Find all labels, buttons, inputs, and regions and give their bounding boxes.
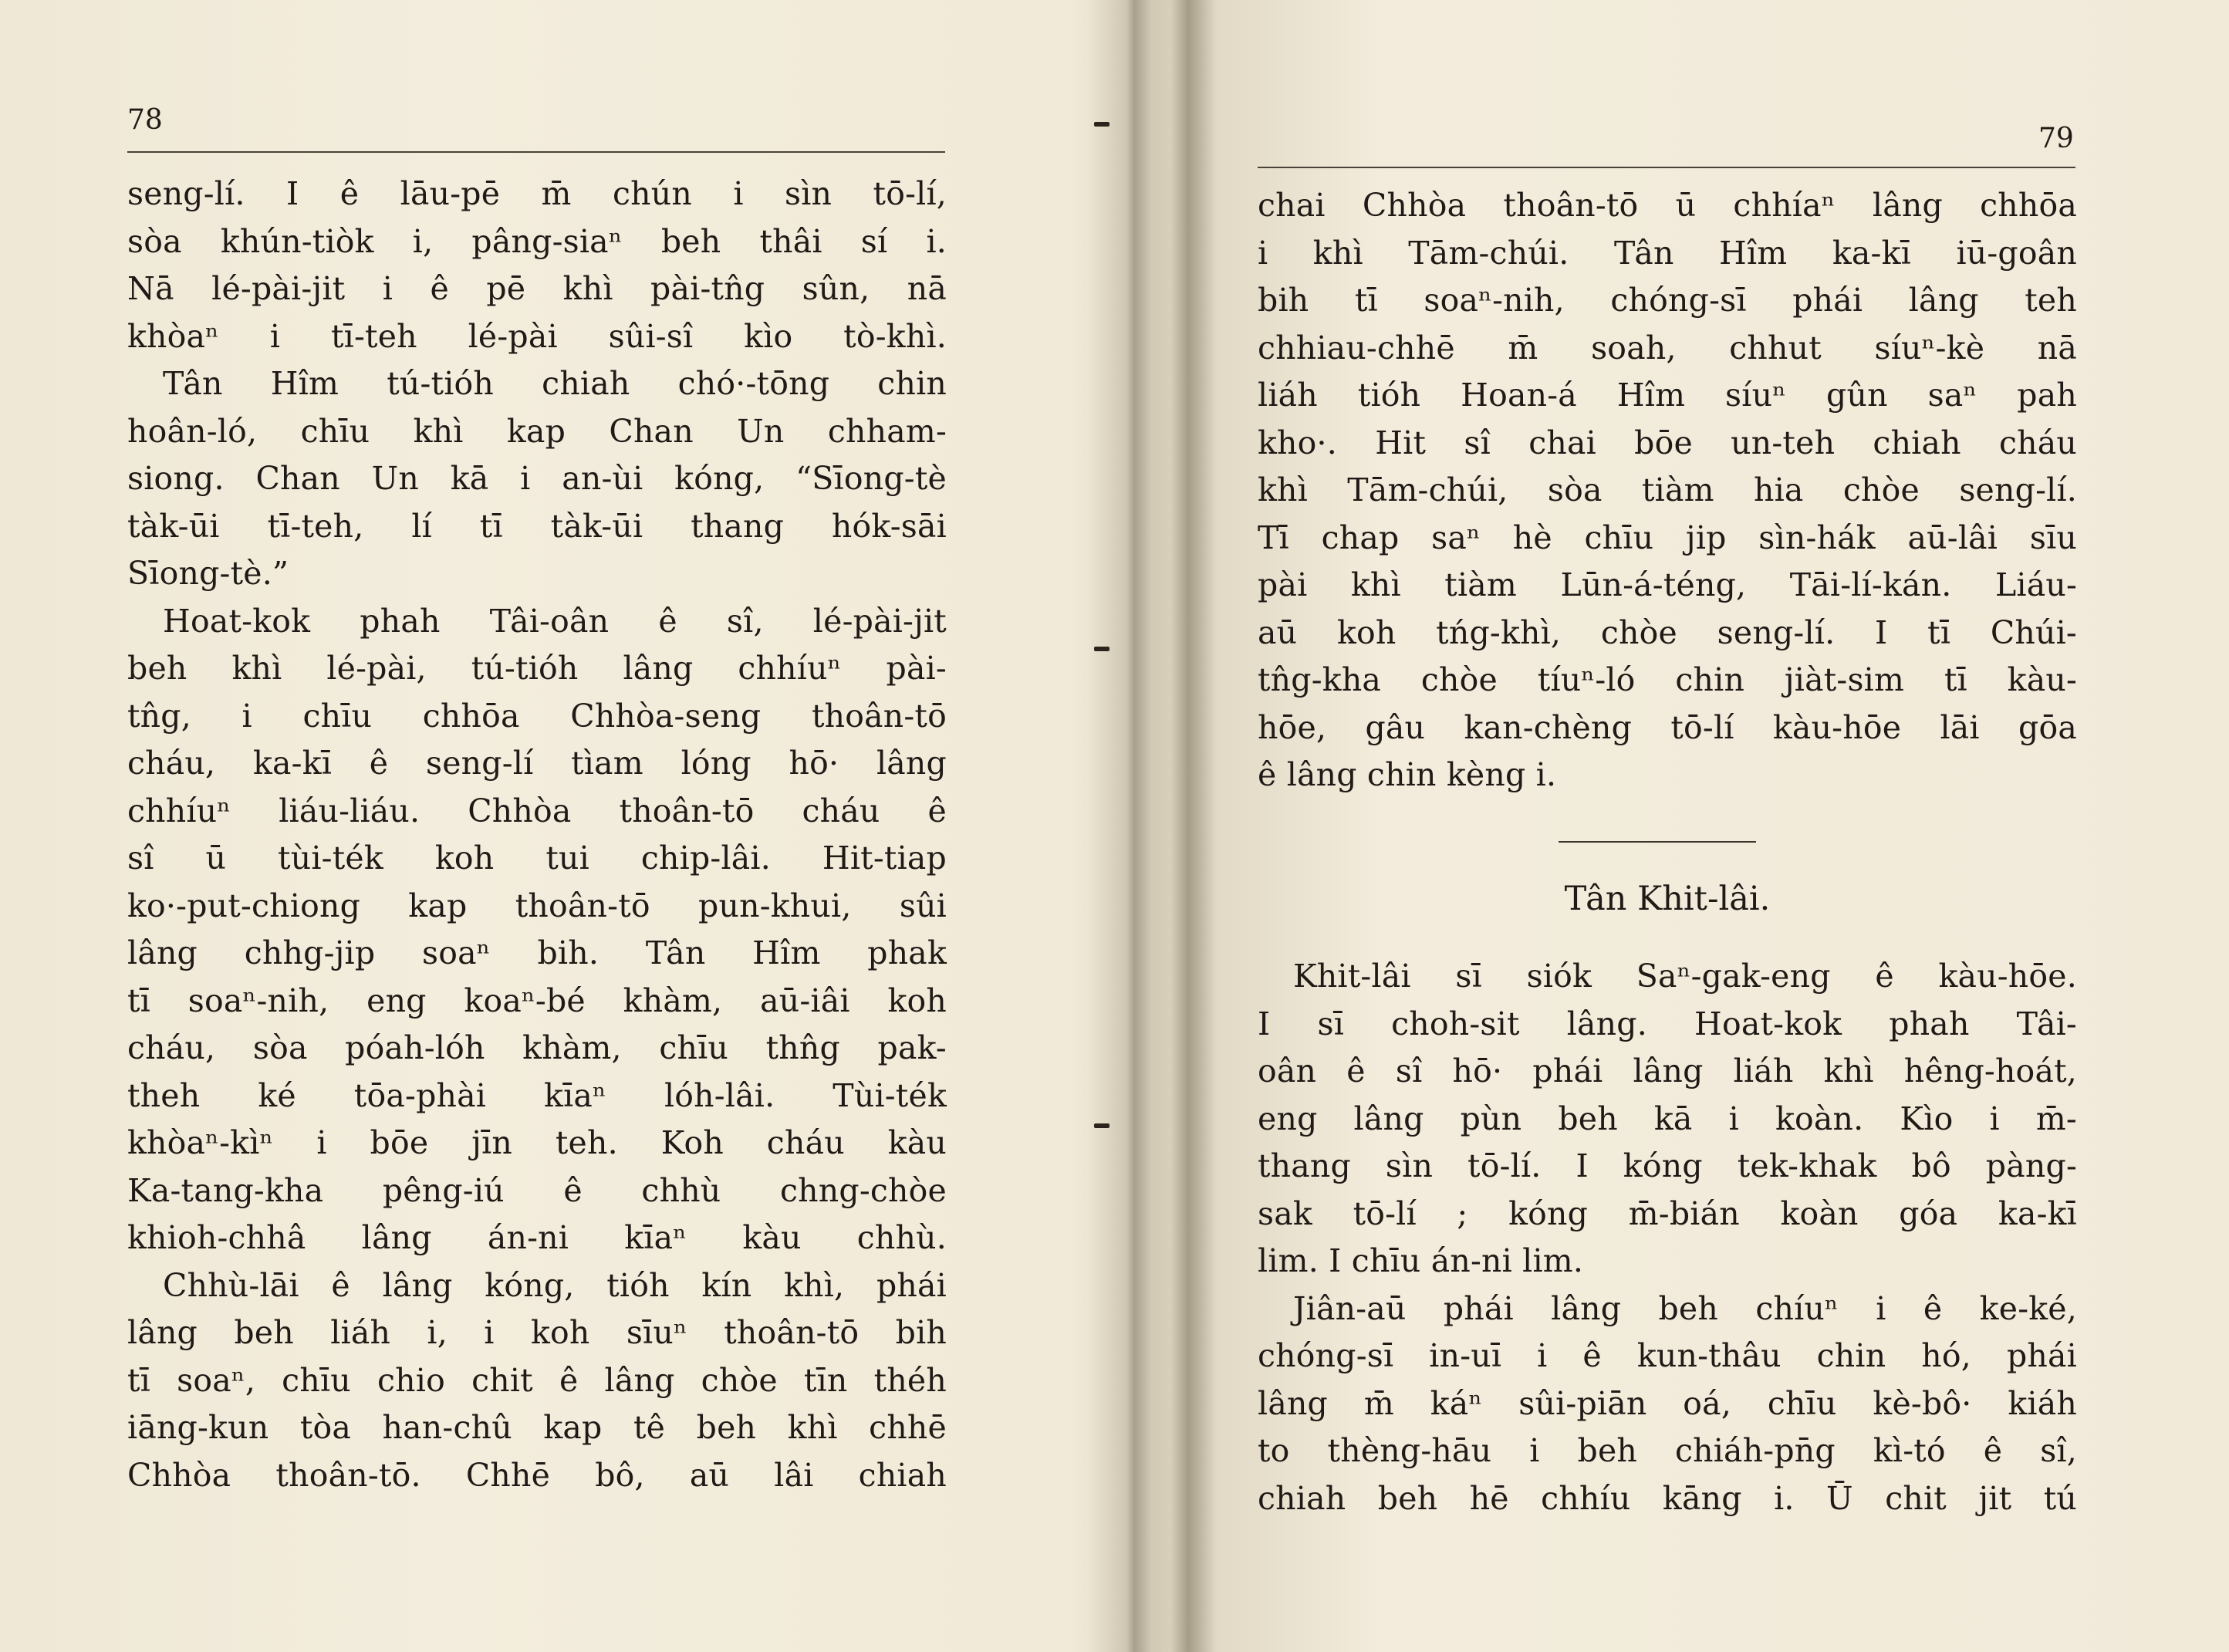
- text-line: chiah beh hē chhíu kāng i. Ū chit jit tú: [1258, 1479, 2077, 1517]
- text-line: sòa khún-tiòk i, pâng-siaⁿ beh thâi sí i.: [127, 222, 947, 260]
- text-line: sî ū tùi-ték koh tui chip-lâi. Hit-tiap: [127, 840, 947, 877]
- text-line: iāng-kun tòa han-chû kap tê beh khì chhē: [127, 1409, 947, 1446]
- text-line: bih tī soaⁿ-nih, chóng-sī phái lâng teh: [1258, 282, 2077, 319]
- text-line: Chhòa thoân-tō. Chhē bô, aū lâi chiah: [127, 1456, 947, 1494]
- right-page-text-bottom: [1258, 953, 2077, 1522]
- text-line: tàk-ūi tī-teh, lí tī tàk-ūi thang hók-sāi: [127, 507, 947, 545]
- text-line: Sīong-tè.”: [127, 555, 289, 592]
- text-line: Nā lé-pài-jit i ê pē khì pài-tn̂g sûn, nā: [127, 270, 947, 307]
- text-line: chai Chhòa thoân-tō ū chhíaⁿ lâng chhōa: [1258, 187, 2077, 224]
- text-line: chhíuⁿ liáu-liáu. Chhòa thoân-tō cháu ê: [127, 792, 947, 829]
- text-line: lim. I chīu án-ni lim.: [1258, 1242, 1584, 1279]
- text-line: ko·-put-chiong kap thoân-tō pun-khui, sûi: [127, 887, 947, 924]
- text-line: cháu, sòa póah-lóh khàm, chīu thn̂g pak-: [127, 1029, 947, 1066]
- text-line: siong. Chan Un kā i an-ùi kóng, “Sīong-tè: [127, 460, 947, 497]
- text-line: lâng m̄ káⁿ sûi-piān oá, chīu kè-bô· kiáh: [1258, 1384, 2077, 1422]
- left-page-text: [127, 171, 947, 1499]
- text-line: Ka-tang-kha pêng-iú ê chhù chng-chòe: [127, 1171, 947, 1209]
- left-page: [0, 0, 1111, 1652]
- text-line: lâng chhg-jip soaⁿ bih. Tân Hîm phak: [127, 934, 947, 971]
- text-line: aū koh tńg-khì, chòe seng-lí. I tī Chúi-: [1258, 613, 2077, 651]
- text-line: seng-lí. I ê lāu-pē m̄ chún i sìn tō-lí,: [127, 175, 947, 212]
- page-number-left: 78: [127, 104, 163, 136]
- text-line: kho·. Hit sî chai bōe un-teh chiah cháu: [1258, 424, 2077, 461]
- text-line: lâng beh liáh i, i koh sīuⁿ thoân-tō bih: [127, 1314, 947, 1351]
- text-line: khioh-chhâ lâng án-ni kīaⁿ kàu chhù.: [127, 1219, 947, 1256]
- section-divider: [1559, 841, 1756, 843]
- text-line: khòaⁿ i tī-teh lé-pài sûi-sî kìo tò-khì.: [127, 317, 947, 355]
- header-rule-left: [127, 151, 945, 153]
- text-line: sak tō-lí ; kóng m̄-bián koàn góa ka-kī: [1258, 1194, 2077, 1232]
- text-line: Tân Hîm tú-tióh chiah chó·-tōng chin: [163, 365, 947, 402]
- text-line: hōe, gâu kan-chèng tō-lí kàu-hōe lāi gōa: [1258, 708, 2077, 746]
- text-line: hoân-ló, chīu khì kap Chan Un chham-: [127, 412, 947, 450]
- text-line: I sī choh-sit lâng. Hoat-kok phah Tâi-: [1258, 1005, 2077, 1042]
- page-number-right: 79: [2038, 123, 2074, 154]
- text-line: cháu, ka-kī ê seng-lí tìam lóng hō· lâng: [127, 745, 947, 782]
- text-line: pài khì tiàm Lūn-á-téng, Tāi-lí-kán. Liáu-: [1258, 566, 2077, 603]
- text-line: beh khì lé-pài, tú-tióh lâng chhíuⁿ pài-: [127, 650, 947, 687]
- section-heading: Tân Khit-lâi.: [1564, 880, 1771, 918]
- text-line: ê lâng chin kèng i.: [1258, 756, 1557, 793]
- text-line: to thèng-hāu i beh chiáh-pn̄g kì-tó ê sî,: [1258, 1432, 2077, 1469]
- text-line: chhiau-chhē m̄ soah, chhut síuⁿ-kè nā: [1258, 329, 2077, 367]
- text-line: liáh tióh Hoan-á Hîm síuⁿ gûn saⁿ pah: [1258, 377, 2077, 414]
- header-rule-right: [1258, 167, 2075, 168]
- right-page-text-top: [1258, 182, 2077, 799]
- text-line: Khit-lâi sī siók Saⁿ-gak-eng ê kàu-hōe.: [1293, 958, 2077, 995]
- text-line: Jiân-aū phái lâng beh chíuⁿ i ê ke-ké,: [1293, 1289, 2077, 1327]
- text-line: chóng-sī in-uī i ê kun-thâu chin hó, phái: [1258, 1337, 2077, 1374]
- text-line: oân ê sî hō· phái lâng liáh khì hêng-hoát,: [1258, 1052, 2077, 1090]
- right-page: [1119, 0, 2229, 1652]
- text-line: tī soaⁿ, chīu chio chit ê lâng chòe tīn théh: [127, 1361, 947, 1399]
- text-line: Tī chap saⁿ hè chīu jip sìn-hák aū-lâi sīu: [1258, 519, 2077, 556]
- text-line: tī soaⁿ-nih, eng koaⁿ-bé khàm, aū-iâi koh: [127, 981, 947, 1019]
- text-line: tn̂g, i chīu chhōa Chhòa-seng thoân-tō: [127, 697, 947, 735]
- text-line: eng lâng pùn beh kā i koàn. Kìo i m̄-: [1258, 1100, 2077, 1137]
- text-line: thang sìn tō-lí. I kóng tek-khak bô pàng-: [1258, 1147, 2077, 1184]
- text-line: Chhù-lāi ê lâng kóng, tióh kín khì, phái: [163, 1266, 947, 1304]
- text-line: khòaⁿ-kìⁿ i bōe jīn teh. Koh cháu kàu: [127, 1124, 947, 1161]
- text-line: Hoat-kok phah Tâi-oân ê sî, lé-pài-jit: [163, 602, 947, 640]
- text-line: i khì Tām-chúi. Tân Hîm ka-kī iū-goân: [1258, 234, 2077, 272]
- text-line: khì Tām-chúi, sòa tiàm hia chòe seng-lí.: [1258, 471, 2077, 508]
- text-line: theh ké tōa-phài kīaⁿ lóh-lâi. Tùi-ték: [127, 1076, 947, 1114]
- text-line: tn̂g-kha chòe tíuⁿ-ló chin jiàt-sim tī kàu-: [1258, 661, 2077, 698]
